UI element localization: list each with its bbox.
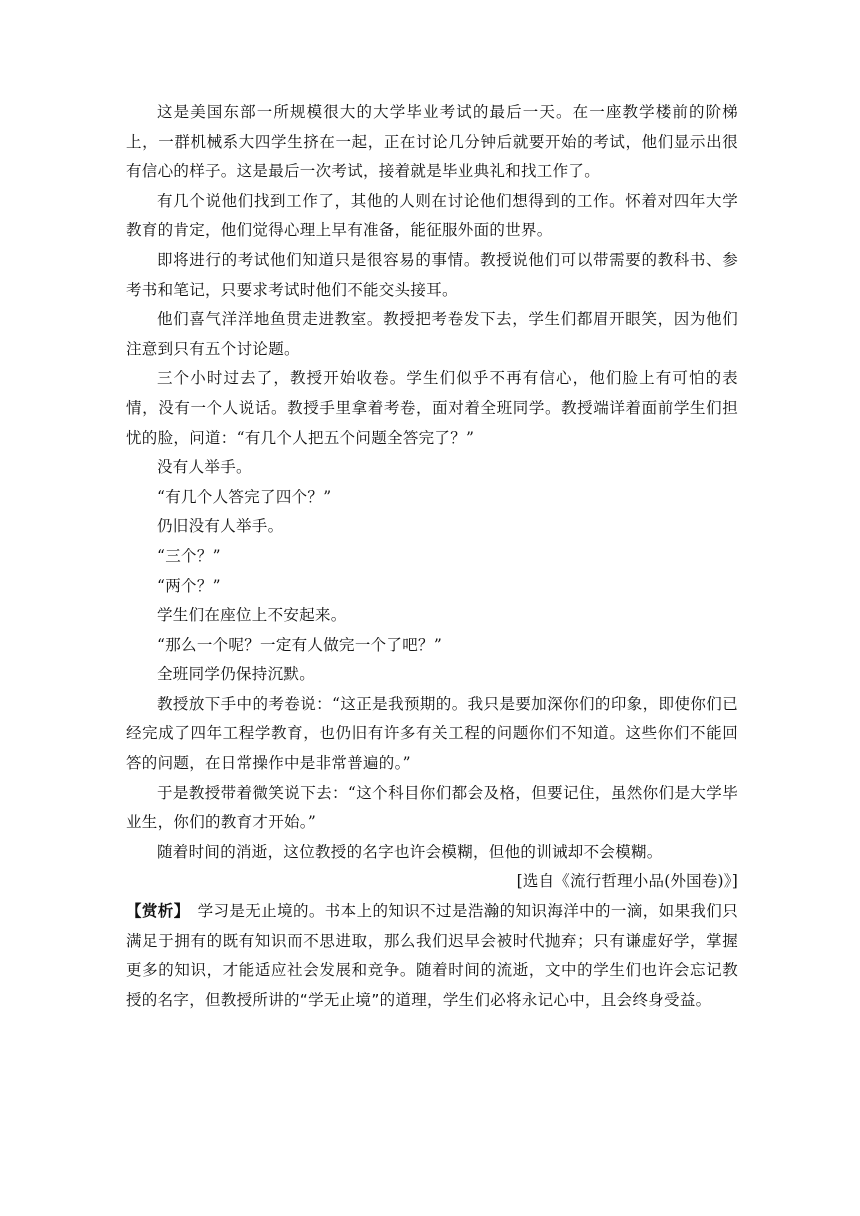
paragraph-4: 他们喜气洋洋地鱼贯走进教室。教授把考卷发下去，学生们都眉开眼笑，因为他们注意到只有五个讨论题。 — [126, 310, 738, 358]
source-citation: [选自《流行哲理小品(外国卷)》] — [516, 872, 738, 891]
paragraph-1: 这是美国东部一所规模很大的大学毕业考试的最后一天。在一座教学楼前的阶梯上，一群机械系大四学生挤在一起，正在讨论几分钟后就要开始的考试，他们显示出很有信心的样子。这是最后一次考试，接着就是毕业典礼和找工作了。 — [126, 103, 738, 181]
story-body — [126, 98, 738, 1015]
paragraph-14: 教授放下手中的考卷说：“这正是我预期的。我只是要加深你们的印象，即使你们已经完成了四年工程学教育，也仍旧有许多有关工程的问题你们不知道。这些你们不能回答的问题，在日常操作中是非常普遍的。” — [126, 694, 738, 773]
paragraph-11: 学生们在座位上不安起来。 — [157, 606, 347, 625]
paragraph-6: 没有人举手。 — [157, 458, 252, 477]
paragraph-10: “两个？” — [157, 576, 221, 595]
paragraph-13: 全班同学仍保持沉默。 — [157, 665, 316, 684]
paragraph-3: 即将进行的考试他们知道只是很容易的事情。教授说他们可以带需要的教科书、参考书和笔记，只要求考试时他们不能交头接耳。 — [126, 250, 738, 299]
paragraph-7: “有几个人答完了四个？” — [157, 487, 332, 506]
analysis-section — [126, 897, 738, 1015]
paragraph-5: 三个小时过去了，教授开始收卷。学生们似乎不再有信心，他们脸上有可怕的表情，没有一个人说话。教授手里拿着考卷，面对着全班同学。教授端详着面前学生们担忧的脸，问道：“有几个人把五个问题全答完了？” — [126, 369, 738, 447]
paragraph-2: 有几个说他们找到工作了，其他的人则在讨论他们想得到的工作。怀着对四年大学教育的肯定，他们觉得心理上早有准备，能征服外面的世界。 — [126, 191, 738, 240]
paragraph-8: 仍旧没有人举手。 — [157, 517, 284, 536]
paragraph-12: “那么一个呢？一定有人做完一个了吧？” — [157, 635, 443, 654]
paragraph-9: “三个？” — [157, 546, 221, 565]
paragraph-15: 于是教授带着微笑说下去：“这个科目你们都会及格，但要记住，虽然你们是大学毕业生，你们的教育才开始。” — [126, 783, 738, 832]
analysis-text: 学习是无止境的。书本上的知识不过是浩瀚的知识海洋中的一滴，如果我们只满足于拥有的既有知识而不思进取，那么我们迟早会被时代抛弃；只有谦虚好学，掌握更多的知识，才能适应社会发展和竞争。随着时间的流逝，文中的学生们也许会忘记教授的名字，但教授所讲的“学无止境”的道理，学生们必将永记心中，且会终身受益。 — [126, 902, 739, 1009]
analysis-label: 【赏析】 — [126, 902, 190, 921]
paragraph-16: 随着时间的消逝，这位教授的名字也许会模糊，但他的训诫却不会模糊。 — [157, 842, 663, 861]
